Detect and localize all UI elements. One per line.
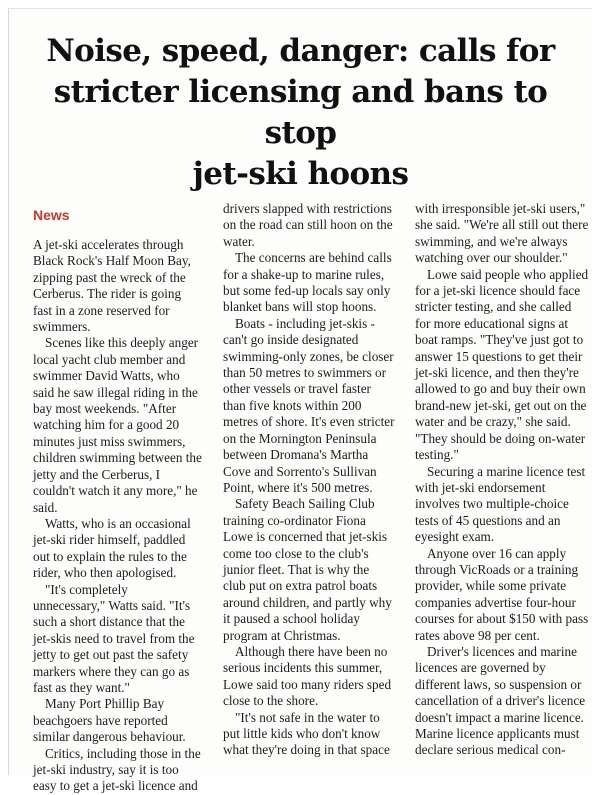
newspaper-page	[8, 8, 592, 794]
paragraph: Although there have been no serious incidents this summer, Lowe said too many riders sped close to the shore.	[223, 643, 392, 709]
headline-line-3: jet-ski hoons	[192, 156, 409, 192]
headline	[19, 31, 582, 195]
paragraph: "It's completely unnecessary," Watts said. "It's such a short distance that the jet-skis need to travel from the jetty to get out past the safety markers where they can go as fast as they want."	[33, 581, 195, 695]
column-3	[415, 201, 589, 776]
section-label: News	[33, 207, 70, 223]
article-body	[33, 201, 589, 794]
paragraph: A jet-ski accelerates through Black Rock's Half Moon Bay, zipping past the wreck of the Cerberus. The rider is going fast in a zone reserved for swimmers.	[33, 237, 191, 335]
paragraph: with irresponsible jet-ski users," she said. "We're all still out there swimming, and we're always watching over our shoulder."	[415, 201, 589, 266]
headline-line-2: stricter licensing and bans to stop	[53, 74, 548, 151]
paragraph: "It's not safe in the water to put little kids who don't know what they're doing in that space	[223, 709, 390, 758]
paragraph: Anyone over 16 can apply through VicRoads or a training provider, while some private companies advertise four-hour courses for about $150 with pass rates above 98 per cent.	[415, 545, 589, 643]
column-2	[223, 201, 395, 776]
paragraph: Safety Beach Sailing Club training co-ordinator Fiona Lowe is concerned that jet-skis come too close to the club's junior fleet. That is why the club put on extra patrol boats around children, and partly why it paused a school holiday program at Christmas.	[223, 496, 392, 643]
paragraph: Many Port Phillip Bay beachgoers have reported similar dangerous behaviour.	[33, 696, 186, 745]
paragraph: Boats - including jet-skis - can't go inside designated swimming-only zones, be closer than 50 metres to swimmers or other vessels or travel faster than five knots within 200 metres of shore. It's even stricter on the Mornington Peninsula between Dromana's Martha Cove and Sorrento's Sullivan Point, where it's 500 metres.	[223, 315, 395, 495]
column-1	[33, 201, 203, 794]
paragraph: Lowe said people who applied for a jet-ski licence should face stricter testing, and she called for more educational signs at boat ramps. "They've just got to answer 15 questions to get their jet-ski licence, and then they're allowed to go and buy their own brand-new jet-ski, get out on the water and be crazy," she said. "They should be doing on-water testing."	[415, 266, 589, 463]
paragraph: Scenes like this deeply anger local yacht club member and swimmer David Watts, who said he saw illegal riding in the bay most weekends. "After watching him for a good 20 minutes just miss swimmers, children swimming between the jetty and the Cerberus, I couldn't watch it any more," he said.	[33, 335, 202, 515]
paragraph: The concerns are behind calls for a shake-up to marine rules, but some fed-up locals say only blanket bans will stop hoons.	[223, 250, 392, 315]
paragraph: Watts, who is an occasional jet-ski rider himself, paddled out to explain the rules to the rider, who then apologised.	[33, 515, 191, 581]
paragraph: Critics, including those in the jet-ski industry, say it is too easy to get a jet-ski licence and	[33, 745, 201, 794]
paragraph: Securing a marine licence test with jet-ski endorsement involves two multiple-choice tests of 45 questions and an eyesight exam.	[415, 463, 586, 545]
paragraph: drivers slapped with restrictions on the road can still hoon on the water.	[223, 201, 393, 249]
headline-line-1: Noise, speed, danger: calls for	[46, 33, 555, 69]
paragraph: Driver's licences and marine licences are governed by different laws, so suspension or cancellation of a driver's licence doesn't impact a marine licence. Marine licence applicants must declare serious medical con-	[415, 643, 586, 758]
